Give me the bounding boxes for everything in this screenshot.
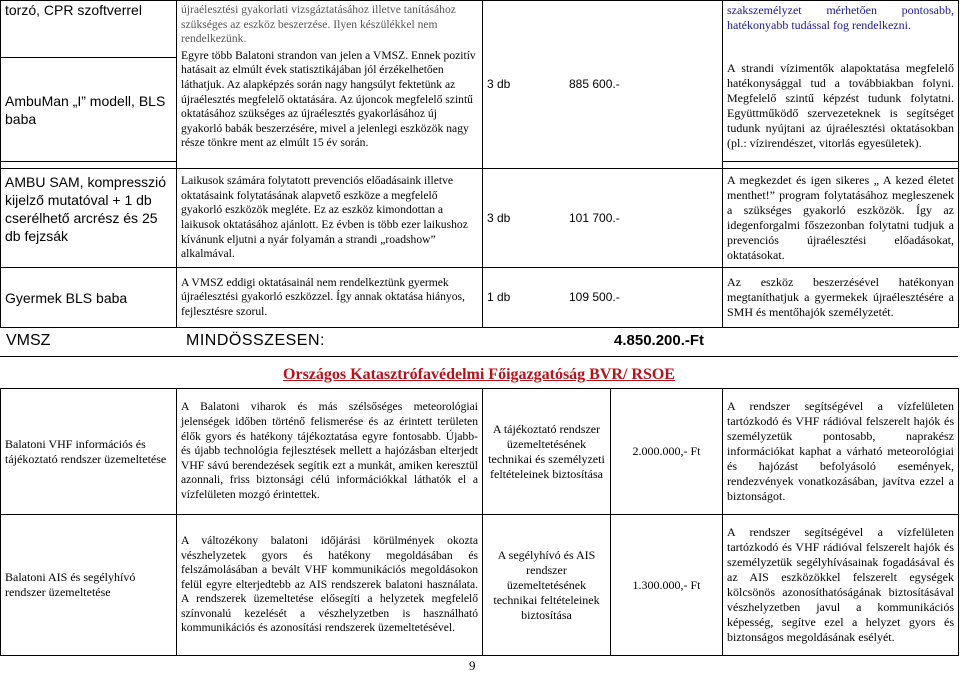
- quantity: 1 db: [487, 290, 511, 304]
- item-cost: [483, 169, 723, 268]
- cost-line: [487, 290, 718, 305]
- item-description: A Balatoni viharok és más szélsőséges meteorológiai jelenségek időben történő felismerése és az érintett területen élők gyors és hatékony tájékoztatása egyre fontosabb. Újabb- és újabb technológia fejlesztések mellett a hajózásban elterjedt VHF sávú berendezések segítik ezt a munkát, amiken keresztül azonnali, friss biztonsági célú információkkal láthatók el a vízfelületen mozgó érintettek.: [177, 389, 483, 515]
- item-result: Az eszköz beszerzésével hatékonyan megtaníthatjuk a gyermekek újraélesztésére a SMH és mentőhajók személyzetét.: [723, 268, 959, 328]
- price: 885 600.-: [569, 77, 620, 91]
- total-row: [0, 328, 958, 357]
- item-result: A rendszer segítségével a vízfelületen tartózkodó és VHF rádióval felszerelt hajók és személyzetük segélyhívásainak fogadásával és az AIS eszközökkel felszerelt egységek kölcsönös azonosíthatóságának biztosításával vészhelyzetben javul a kommunikációs képesség, segítve ezel a helyzet gyors és biztonságos megoldásának esélyét.: [723, 515, 959, 656]
- item-cost: 1.300.000,- Ft: [611, 515, 723, 656]
- quantity: 3 db: [487, 210, 511, 225]
- item-result: [723, 1, 959, 162]
- result-paragraph: A strandi vízimentők alapoktatása megfelelő hatékonysággal tud a továbbiakban folyni. Megfelelő szintű képzést tudunk folytatni. Együttműködő szervezeteknek is segítséget tudunk nyújtani az újraélesztési oktatásokban (pl.: vízirendészet, vitorlás egyesületek).: [727, 61, 954, 150]
- item-cost: [483, 1, 723, 169]
- item-result: A rendszer segítségével a vízfelületen tartózkodó és VHF rádióval felszerelt hajók és személyzetük pontosabb, naprakész információkat kaphat a várható meteorológiai és hajózást befolyásoló események, rendezvények vonatkozásában, javítva ezzel a biztonságot.: [723, 389, 959, 515]
- item-purpose: A tájékoztató rendszer üzemeltetésének technikai és személyzeti feltételeinek biztosítása: [483, 389, 611, 515]
- total-value: 4.850.200.-Ft: [614, 332, 705, 349]
- item-result: [723, 162, 959, 169]
- item-cost: [483, 268, 723, 328]
- page-number: 9: [469, 658, 476, 673]
- item-name: Balatoni VHF információs és tájékoztató rendszer üzemeltetése: [1, 389, 177, 515]
- result-paragraph: szakszemélyzet mérhetően pontosabb, hatékonyabb tudással fog rendelkezni.: [727, 3, 954, 32]
- item-name: torzó, CPR szoftverrel: [1, 1, 177, 58]
- item-name: Gyermek BLS baba: [1, 268, 177, 328]
- item-result: A megkezdet és igen sikeres „ A kezed életet menthet!” program folytatásához megleszenek a szükséges gyakorló eszközök. Így az idegenforgalmi főszezonban folytatni tudjuk a prevenciós újraélesztési előadásokat, oktatásokat.: [723, 169, 959, 268]
- organization-title: Országos Katasztrófavédelmi Főigazgatóság BVR/ RSOE: [283, 366, 675, 383]
- cost-line: [487, 211, 718, 226]
- total-label: MINDÖSSZESEN:: [186, 332, 325, 349]
- item-name-spacer: [1, 162, 177, 169]
- price: 101 700.-: [569, 210, 620, 225]
- item-name: AmbuMan „I” modell, BLS baba: [1, 58, 177, 162]
- description-paragraph: Egyre több Balatoni strandon van jelen a VMSZ. Ennek pozitív hatásait az elmúlt évek statisztikájában jól érzékelhetően láthatjuk. Az alapképzés során nagy hangsúlyt fektetünk az újraélesztés megfelelő oktatására. Az újoncok megfelelő szintű oktatásához szükséges az újraélesztés gyakorlásához új gyakorló babák beszerzésére, mivel a jelenlegi eszközök nagy része tönkre ment az elmúlt 15 év során.: [181, 48, 476, 150]
- description-paragraph: újraélesztési gyakorlati vizsgáztatásához illetve tanításához szükséges az eszköz beszerzése. Ilyen készülékkel nem rendelkezünk.: [181, 3, 456, 46]
- item-description: A változékony balatoni időjárási körülmények okozta vészhelyzetek gyors és hatékony megoldásában és felszámolásában a bevált VHF kommunikációs megoldásokon felül egyre elterjedtebb az AIS rendszerek balatoni használata. A rendszerek üzemeltetése elősegíti a helyzetek megfelelő színvonalú kezelését a vészhelyzetben is használható kommunikációs és azonosítási rendszerek üzemeltetésével.: [177, 515, 483, 656]
- budget-table-okf: [0, 388, 959, 656]
- quantity: 3 db: [487, 77, 511, 91]
- total-org: VMSZ: [6, 332, 51, 349]
- budget-table-vmsz: [0, 0, 959, 328]
- item-purpose: A segélyhívó és AIS rendszer üzemeltetésének technikai feltételeinek biztosítása: [483, 515, 611, 656]
- item-name: Balatoni AIS és segélyhívó rendszer üzemeltetése: [1, 515, 177, 656]
- item-description: A VMSZ eddigi oktatásainál nem rendelkeztünk gyermek újraélesztési gyakorló eszközzel. Így annak oktatása hiányos, fejlesztésre szorul.: [177, 268, 483, 328]
- item-name: AMBU SAM, kompressziό kijelző mutatóval + 1 db cserélhető arcrész és 25 db fejzsák: [1, 169, 177, 268]
- item-description: Laikusok számára folytatott prevenciós előadásaink illetve oktatásaink folytatásának alapvető eszköze a megfelelő gyakorló eszközök megléte. Ez az eszköz kimondottan a laikusok oktatásához ajánlott. Ez évben is több ezer laikushoz kívánunk eljutni a nyár folyamán a strandi „roadshow” alkalmával.: [177, 169, 483, 268]
- item-cost: 2.000.000,- Ft: [611, 389, 723, 515]
- price: 109 500.-: [569, 290, 620, 304]
- cost-line: [487, 77, 718, 92]
- item-description: [177, 1, 483, 169]
